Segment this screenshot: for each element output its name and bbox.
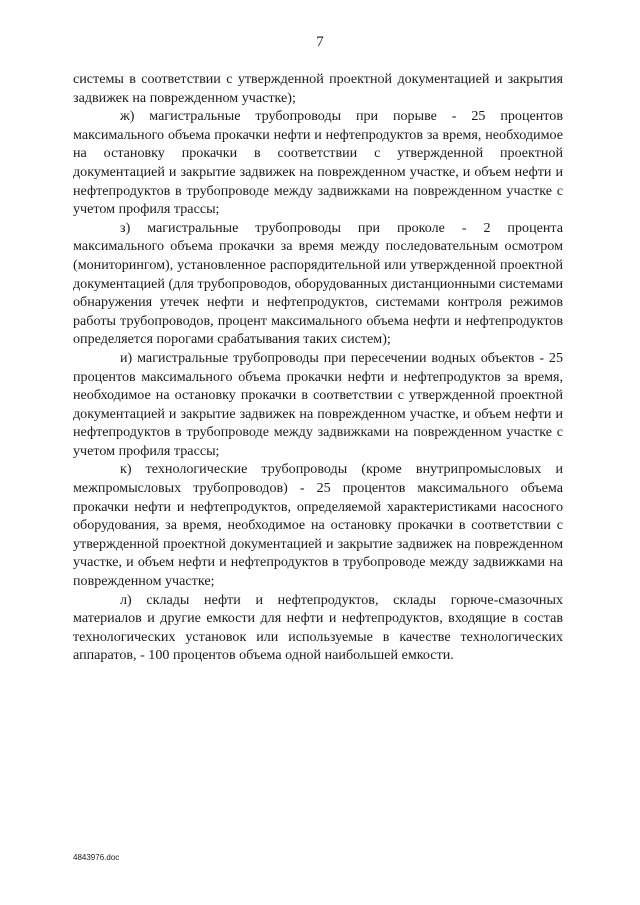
paragraph-item-k: к) технологические трубопроводы (кроме внутрипромысловых и межпромысловых трубопроводов) - 25 процентов максимального объема прокачки нефти и нефтепродуктов, определяемой характеристиками насосного оборудования, за время, необходимое на остановку прокачки в соответствии с утвержденной проектной документацией и закрытие задвижек на поврежденном участке, и объем нефти и нефтепродуктов в трубопроводе между задвижками на поврежденном участке; [73, 461, 563, 590]
document-body [73, 70, 563, 665]
footer-document-code: 4843976.doc [73, 853, 120, 862]
paragraph-item-zh: ж) магистральные трубопроводы при порыве - 25 процентов максимального объема прокачки нефти и нефтепродуктов за время, необходимое на остановку прокачки в соответствии с утвержденной проектной документацией и закрытие задвижек на поврежденном участке, и объем нефти и нефтепродуктов в трубопроводе между задвижками на поврежденном участке с учетом профиля трассы; [73, 108, 563, 218]
paragraph-continuation: системы в соответствии с утвержденной проектной документацией и закрытия задвижек на поврежденном участке); [73, 71, 563, 106]
page-number: 7 [316, 34, 324, 50]
paragraph-item-z: з) магистральные трубопроводы при проколе - 2 процента максимального объема прокачки за время между последовательным осмотром (мониторингом), установленное распорядительной или утвержденной проектной документацией (для трубопроводов, оборудованных дистанционными системами обнаружения утечек нефти и нефтепродуктов, системами контроля режимов работы трубопроводов, процент максимального объема нефти и нефтепродуктов определяется порогами срабатывания таких систем); [73, 219, 563, 348]
paragraph-item-i: и) магистральные трубопроводы при пересечении водных объектов - 25 процентов максимального объема прокачки нефти и нефтепродуктов за время, необходимое на остановку прокачки в соответствии с утвержденной проектной документацией и закрытие задвижек на поврежденном участке, и объем нефти и нефтепродуктов в трубопроводе между задвижками на поврежденном участке с учетом профиля трассы; [73, 349, 563, 459]
paragraph-item-l: л) склады нефти и нефтепродуктов, склады горюче-смазочных материалов и другие емкости для нефти и нефтепродуктов, входящие в состав технологических установок или используемые в качестве технологических аппаратов, - 100 процентов объема одной наибольшей емкости. [73, 591, 563, 664]
